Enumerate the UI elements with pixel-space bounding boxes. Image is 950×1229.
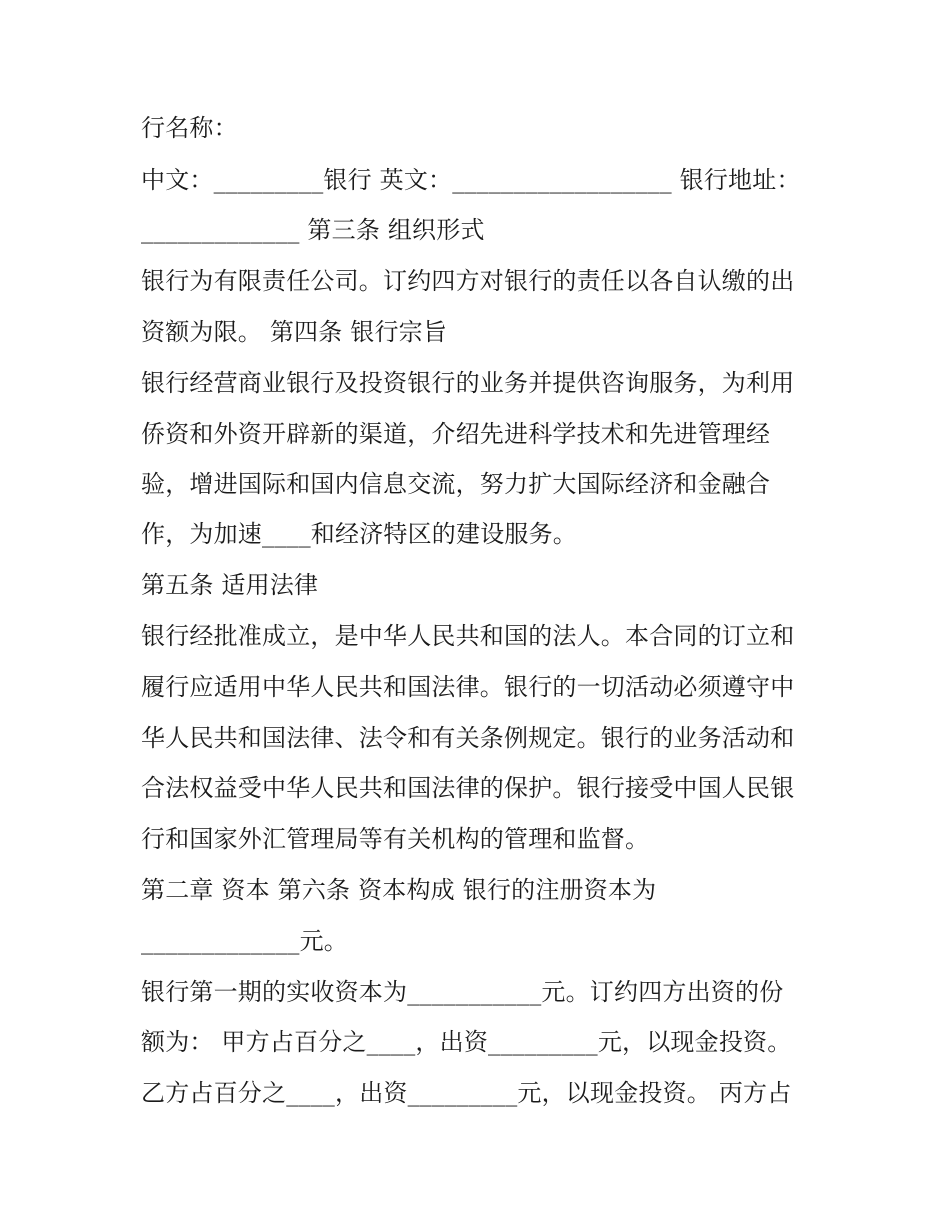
text-line: 中文：_________银行 英文：__________________ 银行地址：	[141, 166, 801, 194]
text-line: 银行第一期的实收资本为___________元。订约四方出资的份	[141, 978, 784, 1006]
text-line: 额为： 甲方占百分之____，出资_________元，以现金投资。	[141, 1028, 792, 1056]
text-line: 行名称：	[141, 114, 238, 142]
section-heading: 第五条 适用法律	[141, 571, 319, 599]
text-line: 作，为加速____和经济特区的建设服务。	[141, 520, 577, 548]
text-line: _____________ 第三条 组织形式	[141, 216, 485, 244]
text-line: 合法权益受中华人民共和国法律的保护。银行接受中国人民银	[141, 774, 795, 802]
text-line: 银行经营商业银行及投资银行的业务并提供咨询服务，为利用	[141, 369, 795, 397]
text-line: _____________元。	[141, 927, 348, 955]
text-line: 乙方占百分之____，出资_________元，以现金投资。 丙方占	[141, 1079, 792, 1107]
text-line: 银行为有限责任公司。订约四方对银行的责任以各自认缴的出	[141, 267, 795, 295]
chapter-heading: 第二章 资本 第六条 资本构成 银行的注册资本为	[141, 876, 657, 904]
text-line: 侨资和外资开辟新的渠道，介绍先进科学技术和先进管理经	[141, 420, 771, 448]
text-line: 履行应适用中华人民共和国法律。银行的一切活动必须遵守中	[141, 673, 795, 701]
text-line: 验，增进国际和国内信息交流，努力扩大国际经济和金融合	[141, 470, 771, 498]
text-line: 行和国家外汇管理局等有关机构的管理和监督。	[141, 825, 650, 853]
text-line: 银行经批准成立，是中华人民共和国的法人。本合同的订立和	[141, 622, 795, 650]
text-line: 资额为限。 第四条 银行宗旨	[141, 318, 448, 346]
text-line: 华人民共和国法律、法令和有关条例规定。银行的业务活动和	[141, 724, 795, 752]
